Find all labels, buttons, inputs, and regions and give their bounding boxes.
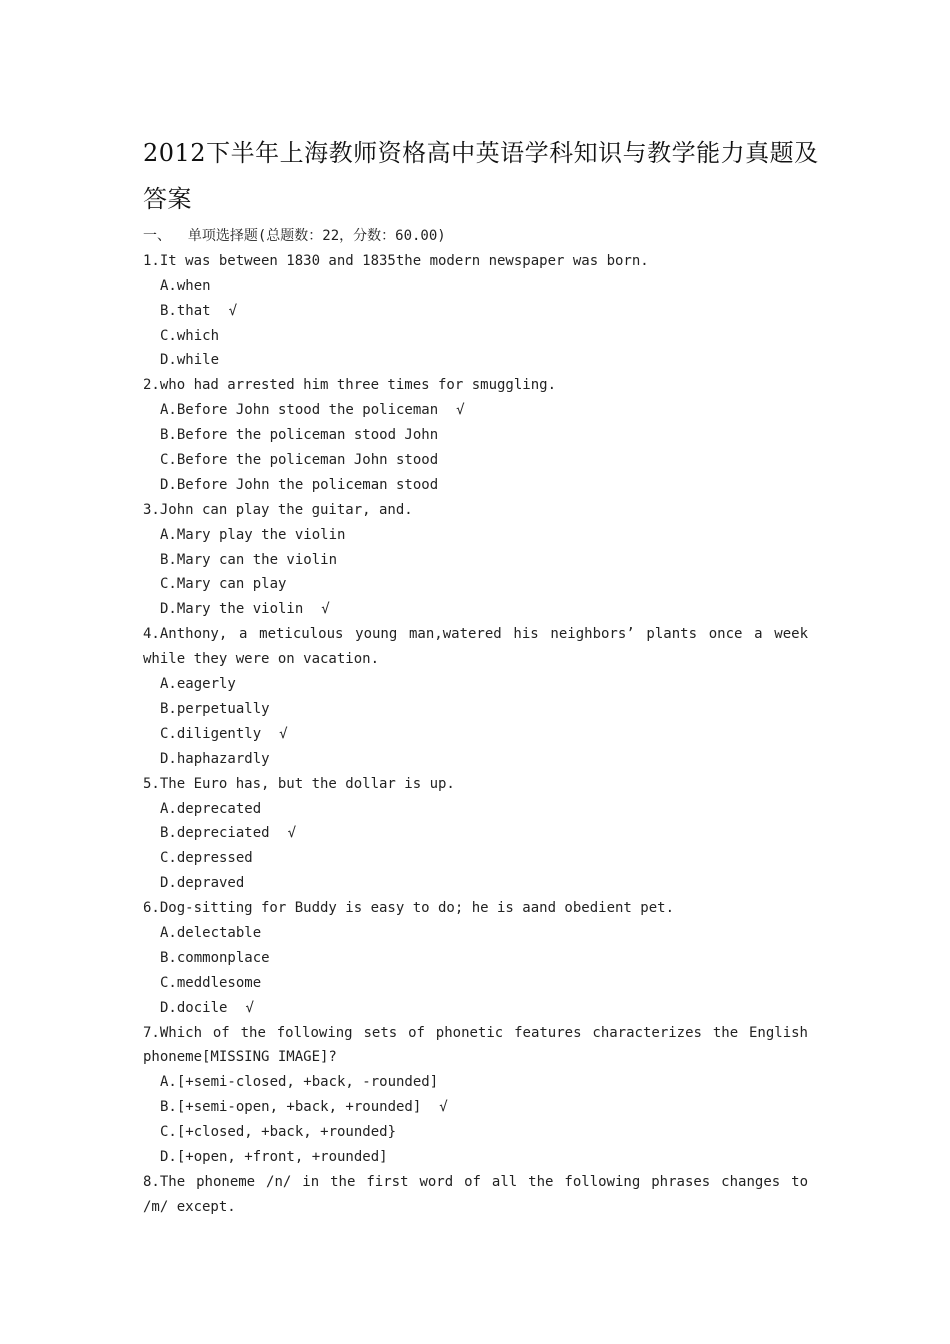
answer-option xyxy=(143,921,808,946)
option-label: D.depraved xyxy=(160,875,245,892)
answer-option xyxy=(143,996,808,1021)
question-stem: 2.who had arrested him three times for smuggling. xyxy=(143,377,557,394)
option-label: C.[+closed, +back, +rounded} xyxy=(160,1124,397,1141)
question-stem: 7.Which of the following sets of phonetic features characterizes the English phoneme[MISSING IMAGE]? xyxy=(143,1024,808,1066)
option-label: C.Mary can play xyxy=(160,576,287,593)
option-label: D.haphazardly xyxy=(160,750,270,767)
answer-option xyxy=(143,597,808,622)
answer-option xyxy=(143,871,808,896)
option-label: C.depressed xyxy=(160,850,253,867)
answer-option xyxy=(143,697,808,722)
answer-option xyxy=(143,548,808,573)
option-label: B.Before the policeman stood John xyxy=(160,427,439,444)
question-stem: 5.The Euro has, but the dollar is up. xyxy=(143,775,455,792)
question-stem: 1.It was between 1830 and 1835the modern newspaper was born. xyxy=(143,252,649,269)
answer-option xyxy=(143,672,808,697)
option-label: A.Mary play the violin xyxy=(160,526,346,543)
option-label: C.diligently xyxy=(160,725,262,742)
answer-option xyxy=(143,971,808,996)
correct-check-icon: √ xyxy=(279,725,288,742)
answer-option xyxy=(143,1120,808,1145)
answer-option xyxy=(143,398,808,423)
option-label: B.commonplace xyxy=(160,949,270,966)
answer-option xyxy=(143,523,808,548)
question-list xyxy=(143,224,808,1220)
answer-option xyxy=(143,348,808,373)
answer-option xyxy=(143,423,808,448)
answer-option xyxy=(143,1070,808,1095)
answer-option xyxy=(143,821,808,846)
option-label: A.[+semi-closed, +back, -rounded] xyxy=(160,1074,439,1091)
option-label: B.perpetually xyxy=(160,700,270,717)
answer-option xyxy=(143,448,808,473)
document-title: 2012下半年上海教师资格高中英语学科知识与教学能力真题及答案 xyxy=(143,139,819,213)
option-label: D.[+open, +front, +rounded] xyxy=(160,1149,388,1166)
option-label: C.which xyxy=(160,327,220,344)
section-heading: 一、 单项选择题(总题数：22，分数：60.00) xyxy=(143,228,446,244)
question-stem: 6.Dog-sitting for Buddy is easy to do; he is aand obedient pet. xyxy=(143,900,675,917)
answer-option xyxy=(143,722,808,747)
option-label: A.deprecated xyxy=(160,800,262,817)
answer-option xyxy=(143,797,808,822)
correct-check-icon: √ xyxy=(287,825,297,842)
correct-check-icon: √ xyxy=(228,302,238,319)
option-label: C.meddlesome xyxy=(160,974,262,991)
option-label: B.Mary can the violin xyxy=(160,551,338,568)
option-label: A.when xyxy=(160,277,211,294)
option-label: A.delectable xyxy=(160,924,262,941)
option-label: A.Before John stood the policeman xyxy=(160,402,439,419)
option-label: D.Mary the violin xyxy=(160,601,304,618)
answer-option xyxy=(143,846,808,871)
correct-check-icon: √ xyxy=(321,601,330,618)
option-label: B.[+semi-open, +back, +rounded] xyxy=(160,1099,422,1116)
option-label: B.depreciated xyxy=(160,825,270,842)
answer-option xyxy=(143,473,808,498)
option-label: B.that xyxy=(160,302,211,319)
answer-option xyxy=(143,572,808,597)
answer-option xyxy=(143,299,808,324)
answer-option xyxy=(143,1145,808,1170)
answer-option xyxy=(143,1095,808,1120)
question-stem: 3.John can play the guitar, and. xyxy=(143,501,413,518)
correct-check-icon: √ xyxy=(439,1099,448,1116)
correct-check-icon: √ xyxy=(245,999,254,1016)
question-stem: 8.The phoneme /n/ in the first word of all the following phrases changes to /m/ except. xyxy=(143,1173,808,1215)
option-label: D.docile xyxy=(160,999,228,1016)
answer-option xyxy=(143,324,808,349)
option-label: C.Before the policeman John stood xyxy=(160,452,439,469)
answer-option xyxy=(143,747,808,772)
option-label: A.eagerly xyxy=(160,676,236,693)
option-label: D.while xyxy=(160,352,220,369)
question-stem: 4.Anthony, a meticulous young man,watered his neighbors’ plants once a week while they were on vacation. xyxy=(143,626,808,668)
answer-option xyxy=(143,946,808,971)
correct-check-icon: √ xyxy=(456,402,465,419)
option-label: D.Before John the policeman stood xyxy=(160,476,439,493)
answer-option xyxy=(143,274,808,299)
